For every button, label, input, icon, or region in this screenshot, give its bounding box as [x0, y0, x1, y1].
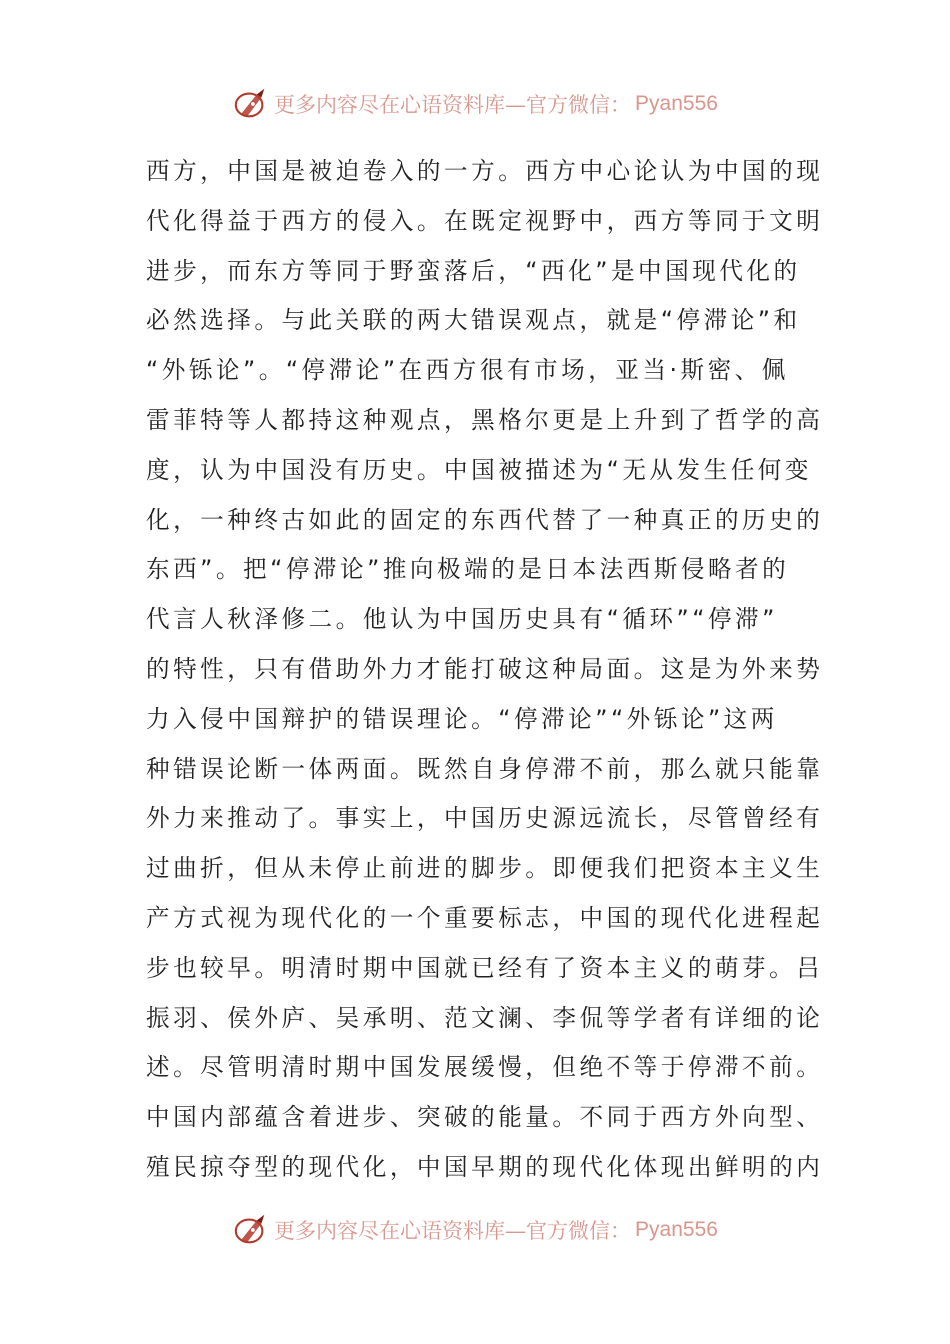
body-line: 雷菲特等人都持这种观点，黑格尔更是上升到了哲学的高 [146, 405, 824, 434]
footer-banner-content [232, 1211, 718, 1249]
pen-nib-circle-icon [232, 1211, 270, 1249]
body-line: “外铄论”。“停滞论”在西方很有市场，亚当·斯密、佩 [146, 356, 789, 385]
body-line: 产方式视为现代化的一个重要标志，中国的现代化进程起 [146, 903, 824, 932]
body-line: 外力来推动了。事实上，中国历史源远流长，尽管曾经有 [146, 804, 824, 833]
body-line: 过曲折，但从未停止前进的脚步。即便我们把资本主义生 [146, 854, 824, 883]
body-line: 进步，而东方等同于野蛮落后，“西化”是中国现代化的 [146, 256, 801, 285]
footer-banner-text: 更多内容尽在心语资料库—官方微信： [274, 1219, 632, 1243]
body-line: 的特性，只有借助外力才能打破这种局面。这是为外来势 [146, 654, 824, 683]
body-line: 步也较早。明清时期中国就已经有了资本主义的萌芽。吕 [146, 953, 824, 982]
body-line: 述。尽管明清时期中国发展缓慢，但绝不等于停滞不前。 [146, 1053, 824, 1082]
body-line: 力入侵中国辩护的错误理论。“停滞论”“外铄论”这两 [146, 704, 778, 733]
document-body [146, 147, 824, 1193]
footer-wechat-id: Pyan556 [635, 1218, 718, 1241]
body-line: 代化得益于西方的侵入。在既定视野中，西方等同于文明 [146, 206, 824, 235]
footer-banner [0, 1208, 950, 1252]
body-line: 中国内部蕴含着进步、突破的能量。不同于西方外向型、 [146, 1103, 824, 1132]
header-banner [0, 82, 950, 126]
body-line: 必然选择。与此关联的两大错误观点，就是“停滞论”和 [146, 306, 801, 335]
header-wechat-id: Pyan556 [635, 92, 718, 115]
body-line: 殖民掠夺型的现代化，中国早期的现代化体现出鲜明的内 [146, 1152, 824, 1181]
body-line: 种错误论断一体两面。既然自身停滞不前，那么就只能靠 [146, 754, 824, 783]
body-line: 西方，中国是被迫卷入的一方。西方中心论认为中国的现 [146, 157, 824, 185]
body-line: 东西”。把“停滞论”推向极端的是日本法西斯侵略者的 [146, 555, 790, 584]
body-line: 度，认为中国没有历史。中国被描述为“无从发生任何变 [146, 455, 812, 484]
pen-nib-circle-icon [232, 85, 270, 123]
body-line: 代言人秋泽修二。他认为中国历史具有“循环”“停滞” [146, 605, 778, 634]
body-line: 振羽、侯外庐、吴承明、范文澜、李侃等学者有详细的论 [146, 1003, 824, 1032]
header-banner-content [232, 85, 718, 123]
header-banner-text: 更多内容尽在心语资料库—官方微信： [274, 93, 632, 117]
body-line: 化，一种终古如此的固定的东西代替了一种真正的历史的 [146, 505, 824, 534]
